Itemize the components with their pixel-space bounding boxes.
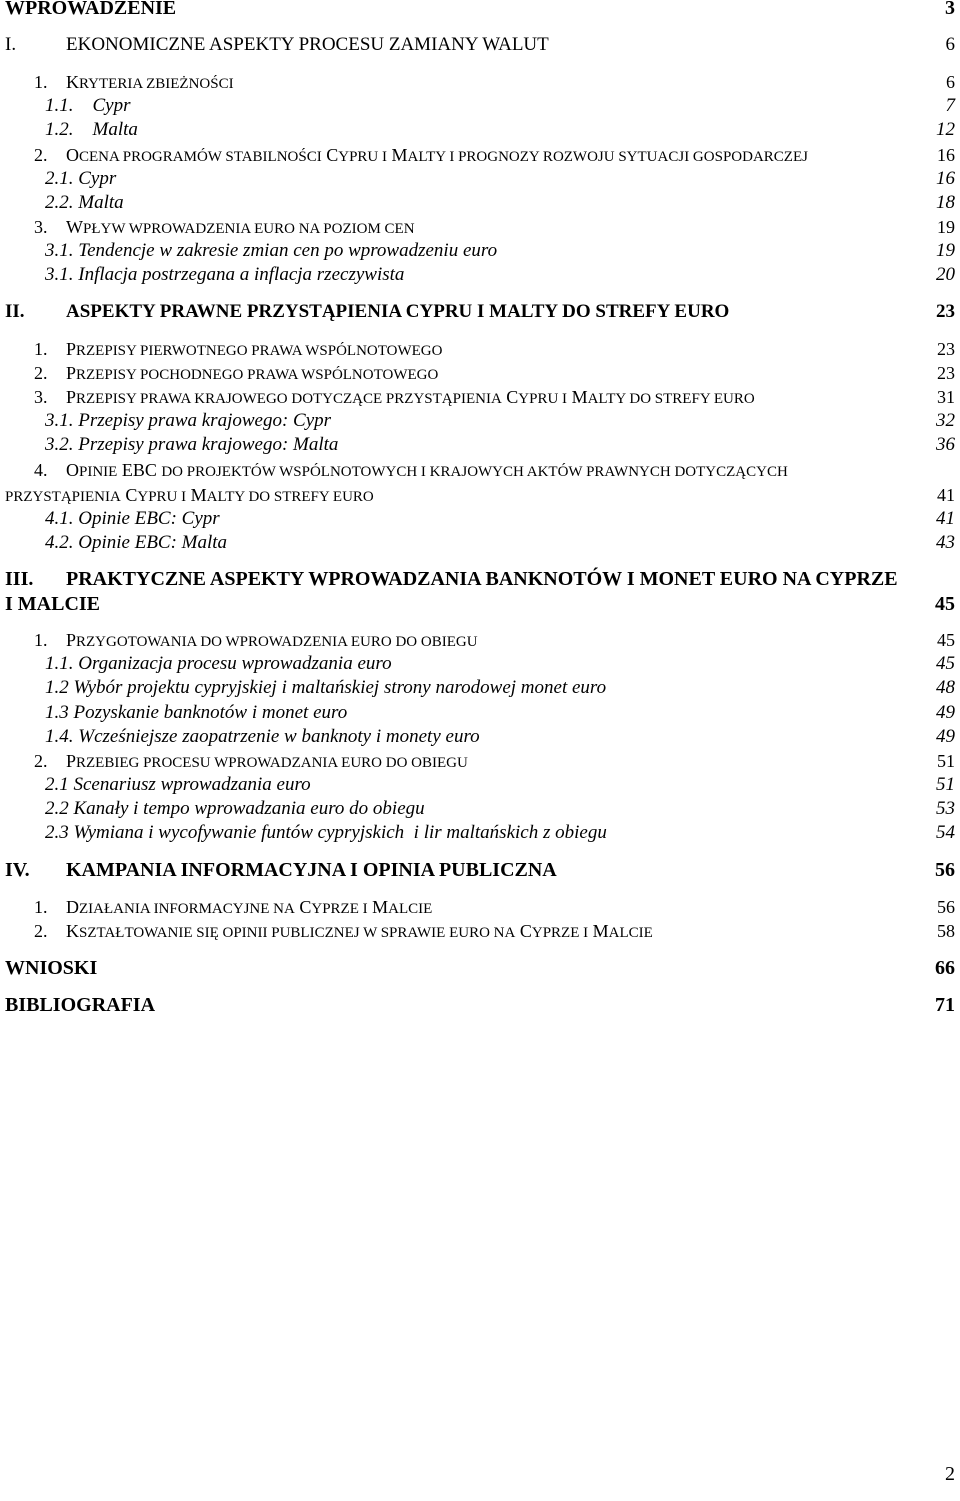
toc-section-number: 1. xyxy=(34,630,48,650)
toc-section-2-4[interactable] xyxy=(0,458,960,482)
toc-subsection-2-3-2[interactable] xyxy=(0,433,960,457)
toc-section-2-4-continued[interactable] xyxy=(0,483,960,507)
toc-page-number: 48 xyxy=(936,677,955,698)
toc-section-4-2[interactable] xyxy=(0,919,960,943)
toc-subsection-title: 2.1 Scenariusz wprowadzania euro xyxy=(45,774,311,795)
toc-page-number: 16 xyxy=(937,145,955,165)
toc-subsection-title: 3.1. Inflacja postrzegana a inflacja rzeczywista xyxy=(45,264,405,285)
toc-subsection-3-2-2[interactable] xyxy=(0,797,960,821)
toc-entry-label: BIBLIOGRAFIA xyxy=(5,994,156,1016)
toc-subsection-2-4-1[interactable] xyxy=(0,507,960,531)
toc-page-number: 56 xyxy=(935,859,955,881)
toc-subsection-1-1-1[interactable] xyxy=(0,94,960,118)
toc-page-number: 41 xyxy=(937,485,955,505)
toc-section-title-continued: PRZYSTĄPIENIA CYPRU I MALTY DO STREFY EURO xyxy=(5,485,374,505)
toc-page-number: 45 xyxy=(936,653,955,674)
toc-section-2-1[interactable] xyxy=(0,337,960,361)
toc-section-title: OPINIE EBC DO PROJEKTÓW WSPÓLNOTOWYCH I KRAJOWYCH AKTÓW PRAWNYCH DOTYCZĄCYCH xyxy=(66,460,788,480)
toc-part-title: ASPEKTY PRAWNE PRZYSTĄPIENIA CYPRU I MALTY DO STREFY EURO xyxy=(66,301,730,322)
toc-entry-introduction[interactable] xyxy=(0,0,960,20)
toc-subsection-title: 2.1. Cypr xyxy=(45,168,117,189)
toc-subsection-title: 3.2. Przepisy prawa krajowego: Malta xyxy=(45,434,339,455)
toc-part-number: III. xyxy=(5,568,34,590)
toc-section-number: 2. xyxy=(34,921,48,941)
toc-section-number: 2. xyxy=(34,145,48,165)
toc-subsection-1-3-2[interactable] xyxy=(0,263,960,287)
toc-entry-label: WPROWADZENIE xyxy=(5,0,177,19)
toc-section-1-2[interactable] xyxy=(0,143,960,167)
toc-subsection-3-1-3[interactable] xyxy=(0,701,960,725)
toc-subsection-title: 1.1. Organizacja procesu wprowadzania euro xyxy=(45,653,392,674)
toc-page-number: 23 xyxy=(937,339,955,359)
toc-section-number: 1. xyxy=(34,897,48,917)
toc-page-number: 45 xyxy=(937,630,955,650)
toc-subsection-3-1-2[interactable] xyxy=(0,676,960,700)
toc-subsection-3-1-4[interactable] xyxy=(0,725,960,749)
toc-page-number: 58 xyxy=(937,921,955,941)
toc-page-number: 51 xyxy=(936,774,955,795)
toc-section-title: WPŁYW WPROWADZENIA EURO NA POZIOM CEN xyxy=(66,217,415,237)
toc-subsection-title: 1.1. Cypr xyxy=(45,95,131,116)
toc-page-number: 31 xyxy=(937,387,955,407)
toc-page-number: 6 xyxy=(945,34,955,55)
toc-part-1[interactable] xyxy=(0,33,960,57)
toc-page-number: 20 xyxy=(936,264,955,285)
toc-part-3[interactable] xyxy=(0,567,960,591)
toc-subsection-2-4-2[interactable] xyxy=(0,531,960,555)
toc-subsection-1-1-2[interactable] xyxy=(0,118,960,142)
toc-page-number: 3 xyxy=(945,0,955,19)
toc-section-1-1[interactable] xyxy=(0,70,960,94)
toc-subsection-title: 4.2. Opinie EBC: Malta xyxy=(45,532,228,553)
toc-subsection-2-3-1[interactable] xyxy=(0,409,960,433)
toc-section-2-2[interactable] xyxy=(0,361,960,385)
toc-section-1-3[interactable] xyxy=(0,215,960,239)
toc-part-title: PRAKTYCZNE ASPEKTY WPROWADZANIA BANKNOTÓW I MONET EURO NA CYPRZE xyxy=(66,568,898,590)
toc-part-number: II. xyxy=(5,301,25,322)
toc-section-title: OCENA PROGRAMÓW STABILNOŚCI CYPRU I MALTY I PROGNOZY ROZWOJU SYTUACJI GOSPODARCZEJ xyxy=(66,145,808,165)
toc-part-number: IV. xyxy=(5,859,30,881)
toc-page-number: 54 xyxy=(936,822,955,843)
toc-section-number: 2. xyxy=(34,363,48,383)
toc-page-number: 18 xyxy=(936,192,955,213)
toc-part-2[interactable] xyxy=(0,300,960,324)
toc-section-title: PRZEPISY POCHODNEGO PRAWA WSPÓLNOTOWEGO xyxy=(66,363,439,383)
toc-page-number: 12 xyxy=(936,119,955,140)
toc-subsection-title: 3.1. Przepisy prawa krajowego: Cypr xyxy=(45,410,332,431)
toc-part-3-continued[interactable] xyxy=(0,592,960,616)
toc-part-title: KAMPANIA INFORMACYJNA I OPINIA PUBLICZNA xyxy=(66,859,557,881)
toc-page-number: 19 xyxy=(937,217,955,237)
toc-subsection-title: 1.2. Malta xyxy=(45,119,138,140)
toc-subsection-title: 2.3 Wymiana i wycofywanie funtów cypryjskich i lir maltańskich z obiegu xyxy=(45,822,607,843)
toc-section-number: 1. xyxy=(34,339,48,359)
toc-section-title: KRYTERIA ZBIEŻNOŚCI xyxy=(66,72,234,92)
toc-page-number: 53 xyxy=(936,798,955,819)
toc-subsection-title: 2.2 Kanały i tempo wprowadzania euro do obiegu xyxy=(45,798,425,819)
toc-subsection-1-2-2[interactable] xyxy=(0,191,960,215)
toc-subsection-3-1-1[interactable] xyxy=(0,652,960,676)
toc-subsection-title: 1.4. Wcześniejsze zaopatrzenie w banknoty i monety euro xyxy=(45,726,480,747)
toc-subsection-title: 2.2. Malta xyxy=(45,192,124,213)
toc-page-number: 7 xyxy=(945,95,955,116)
toc-entry-conclusions[interactable] xyxy=(0,956,960,980)
toc-subsection-title: 3.1. Tendencje w zakresie zmian cen po wprowadzeniu euro xyxy=(45,240,498,261)
toc-subsection-1-2-1[interactable] xyxy=(0,167,960,191)
toc-section-number: 2. xyxy=(34,751,48,771)
toc-page-number: 36 xyxy=(936,434,955,455)
toc-page-number: 56 xyxy=(937,897,955,917)
toc-section-number: 4. xyxy=(34,460,48,480)
toc-section-title: PRZEPISY PRAWA KRAJOWEGO DOTYCZĄCE PRZYSTĄPIENIA CYPRU I MALTY DO STREFY EURO xyxy=(66,387,755,407)
toc-page-number: 49 xyxy=(936,726,955,747)
toc-page-number: 51 xyxy=(937,751,955,771)
toc-page-number: 23 xyxy=(936,301,955,322)
toc-subsection-title: 1.2 Wybór projektu cypryjskiej i maltańskiej strony narodowej monet euro xyxy=(45,677,607,698)
toc-page-number: 43 xyxy=(936,532,955,553)
toc-subsection-3-2-1[interactable] xyxy=(0,773,960,797)
toc-part-number: I. xyxy=(5,34,17,55)
toc-page-number: 32 xyxy=(936,410,955,431)
toc-page-number: 45 xyxy=(935,593,955,615)
toc-section-title: PRZEBIEG PROCESU WPROWADZANIA EURO DO OBIEGU xyxy=(66,751,468,771)
toc-section-title: PRZEPISY PIERWOTNEGO PRAWA WSPÓLNOTOWEGO xyxy=(66,339,443,359)
toc-section-title: KSZTAŁTOWANIE SIĘ OPINII PUBLICZNEJ W SPRAWIE EURO NA CYPRZE I MALCIE xyxy=(66,921,653,941)
page-number: 2 xyxy=(945,1463,955,1485)
toc-section-title: DZIAŁANIA INFORMACYJNE NA CYPRZE I MALCIE xyxy=(66,897,433,917)
toc-section-3-1[interactable] xyxy=(0,628,960,652)
toc-page-number: 66 xyxy=(935,957,955,979)
toc-section-number: 3. xyxy=(34,217,48,237)
toc-subsection-3-2-3[interactable] xyxy=(0,821,960,845)
toc-entry-label: WNIOSKI xyxy=(5,957,98,979)
toc-page-number: 71 xyxy=(935,994,955,1016)
toc-page-number: 6 xyxy=(946,72,955,92)
toc-section-number: 3. xyxy=(34,387,48,407)
toc-page-number: 16 xyxy=(936,168,955,189)
toc-page-number: 23 xyxy=(937,363,955,383)
toc-section-title: PRZYGOTOWANIA DO WPROWADZENIA EURO DO OBIEGU xyxy=(66,630,478,650)
toc-subsection-title: 4.1. Opinie EBC: Cypr xyxy=(45,508,220,529)
toc-part-4[interactable] xyxy=(0,858,960,882)
toc-page-number: 19 xyxy=(936,240,955,261)
toc-subsection-title: 1.3 Pozyskanie banknotów i monet euro xyxy=(45,702,348,723)
toc-part-title: EKONOMICZNE ASPEKTY PROCESU ZAMIANY WALUT xyxy=(66,34,549,55)
toc-page-number: 49 xyxy=(936,702,955,723)
toc-subsection-1-3-1[interactable] xyxy=(0,239,960,263)
toc-entry-bibliography[interactable] xyxy=(0,993,960,1017)
toc-section-4-1[interactable] xyxy=(0,895,960,919)
toc-section-3-2[interactable] xyxy=(0,749,960,773)
toc-part-title-continued: I MALCIE xyxy=(5,593,101,615)
toc-section-2-3[interactable] xyxy=(0,385,960,409)
toc-page-number: 41 xyxy=(936,508,955,529)
toc-section-number: 1. xyxy=(34,72,48,92)
